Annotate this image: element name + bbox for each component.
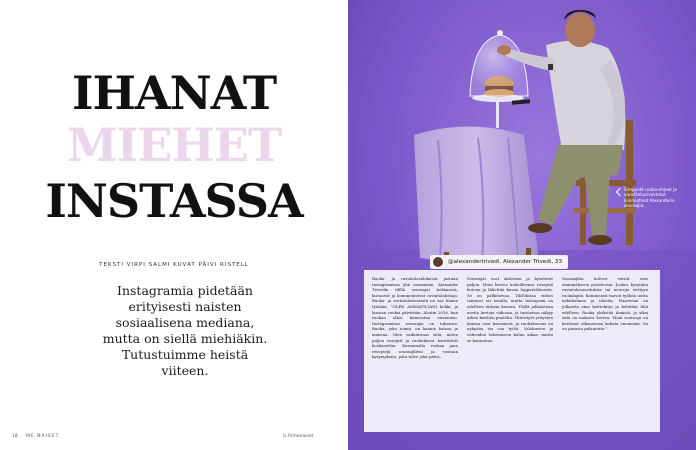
instagram-handle-tag bbox=[430, 255, 568, 269]
magazine-name: ME NAISET bbox=[26, 434, 60, 439]
byline: TEKSTI VIRPI SALMI KUVAT PÄIVI RISTELL bbox=[99, 262, 249, 268]
column-2-text: Seuraajat ovat aktiivisia ja kyselevät paljon. Moni kertoo kokeilleensa reseptiä kotona ja lähettää kuvan lopputuloksesta. Se on palkitsevaa. TikTokissa videot toimivat eri tavalla, mutta Instagram on edelleen tärkein kanava. Tilillä julkaistaan useita kertoja viikossa, ja tarinoissa näkyy arkea keittiön puolelta. Yhteistyöt yritysten kanssa ovat kasvaneet, ja ruokakuvaus on nykyään iso osa työtä. Valokuvien ja videoiden tekemiseen kuluu aikaa, mutta se kannattaa. bbox=[467, 276, 553, 343]
body-column-3 bbox=[562, 276, 648, 334]
avatar bbox=[432, 256, 444, 268]
headline-line-3: INSTASSA bbox=[45, 174, 303, 228]
column-3-text: Seuraajilta tulevat viestit ovat enimmäkseen positiivisia. Joskus kysytään ravintolasuosituksia tai neuvoja tiettyyn ruokalajiin. Kommentit tuovat työhön uutta näkökulmaa ja ideoita. Haaveena on julkaista oma keittokirja ja kehittää tiliä edelleen. Ruoka yhdistää ihmisiä, ja siksi siitä on mukava kertoa. Moni seuraaja on kertonut alkaneensa kokata enemmän. Se on parasta palautetta." bbox=[562, 276, 648, 332]
instagram-handle-text: @alexandertrivedi. Alexander Trivedi, 33 bbox=[448, 259, 563, 265]
page-number-left: 18 bbox=[12, 434, 18, 439]
page-number-right: 19 bbox=[679, 434, 685, 439]
website-url: is.fi/menaiset bbox=[283, 434, 314, 439]
headline-line-2: MIEHET bbox=[66, 118, 282, 172]
headline-line-1: IHANAT bbox=[71, 66, 277, 120]
lead-paragraph: Instagramia pidetään erityisesti naisten sosiaalisena mediana, mutta on siellä miehiäkin. Tutustuimme heistä viiteen. bbox=[102, 283, 268, 378]
body-column-2 bbox=[467, 276, 553, 345]
body-column-1 bbox=[372, 276, 458, 362]
photo-caption: Simppelit ruoka-ohjeet ja varoitteluarvostetut kiinnostivat Alexanderin seuraajia. bbox=[624, 187, 677, 209]
column-1-text: Ruoka- ja ravintolavalokuvat jaetaan Instagramissa yhä useammin. Alexander Trivedin tilillä seuraajat kokkaavat, kuvaavat ja kommentoivat ravintolalistoja. Ruoka- ja ravintolaviestintä on osa hänen työtään. "OLEN AMMATILTANI kokki, ja kuvaan ruokia päivittäin. Aloitin 2016, kun ruokaa alkoi kiinnostaa enemmän. Instagramissa seuraajia on tuhansia. Ruoka, joka toimii, on kaunis katsoa ja maistaa. Olen vaikuttunut siitä, miten paljon reseptit ja ruokakuvat herättävät keskustelua. Kuvaamalla ruokaa jaan reseptejä seuraajilleni ja vastaan kysymyksiin, joita tulee joka päivä. bbox=[372, 276, 458, 360]
